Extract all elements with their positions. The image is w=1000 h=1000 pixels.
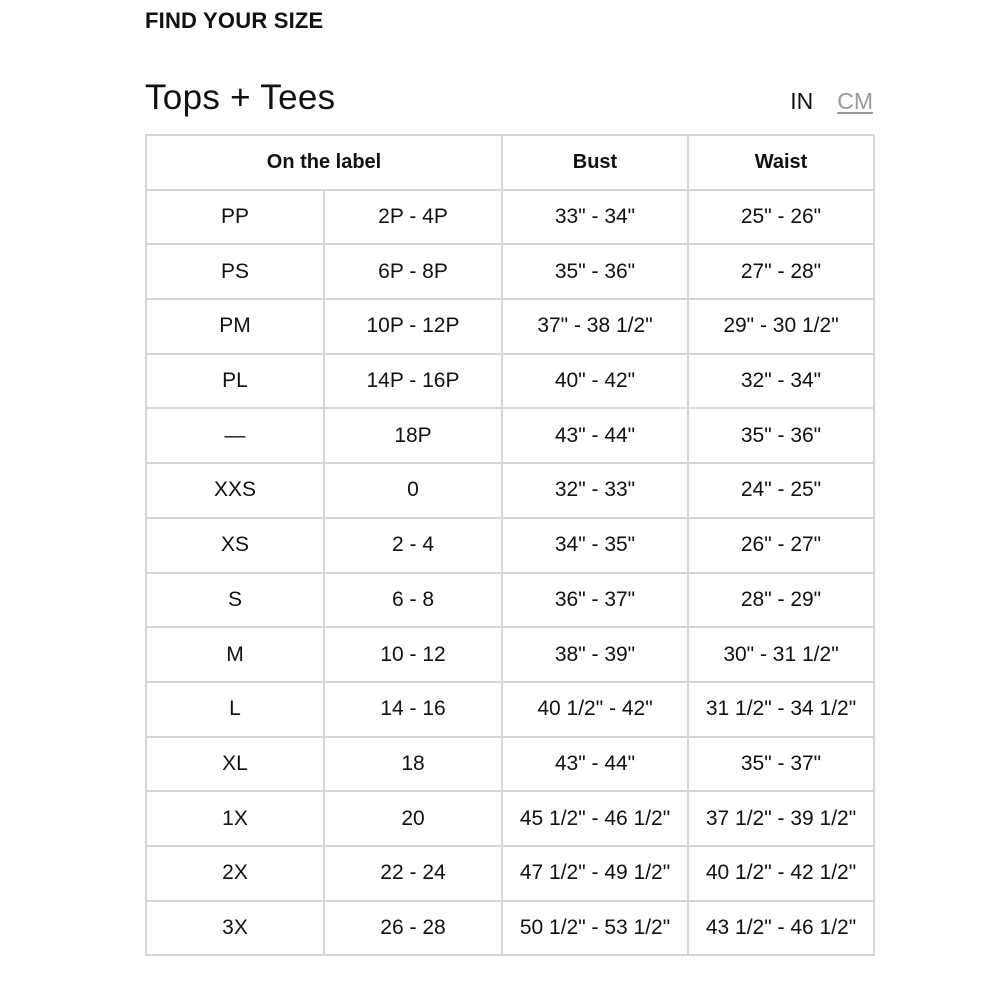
table-body bbox=[146, 190, 874, 956]
table-row bbox=[146, 463, 874, 518]
bust-cell: 37" - 38 1/2" bbox=[502, 299, 688, 354]
table-row bbox=[146, 299, 874, 354]
number-size-cell: 0 bbox=[324, 463, 502, 518]
unit-in-button[interactable]: IN bbox=[790, 88, 814, 114]
bust-cell: 35" - 36" bbox=[502, 244, 688, 299]
table-row bbox=[146, 627, 874, 682]
waist-cell: 32" - 34" bbox=[688, 354, 874, 409]
table-row bbox=[146, 408, 874, 463]
table-row bbox=[146, 737, 874, 792]
table-row bbox=[146, 354, 874, 409]
number-size-cell: 10P - 12P bbox=[324, 299, 502, 354]
section-title: Tops + Tees bbox=[145, 78, 336, 117]
waist-cell: 25" - 26" bbox=[688, 190, 874, 245]
number-size-cell: 2P - 4P bbox=[324, 190, 502, 245]
table-row bbox=[146, 682, 874, 737]
number-size-cell: 26 - 28 bbox=[324, 901, 502, 956]
header-bust: Bust bbox=[502, 135, 688, 190]
number-size-cell: 10 - 12 bbox=[324, 627, 502, 682]
size-cell: XS bbox=[146, 518, 324, 573]
waist-cell: 30" - 31 1/2" bbox=[688, 627, 874, 682]
bust-cell: 33" - 34" bbox=[502, 190, 688, 245]
size-cell: PL bbox=[146, 354, 324, 409]
size-cell: XXS bbox=[146, 463, 324, 518]
size-cell: PP bbox=[146, 190, 324, 245]
waist-cell: 37 1/2" - 39 1/2" bbox=[688, 791, 874, 846]
page-title: FIND YOUR SIZE bbox=[145, 8, 324, 33]
waist-cell: 29" - 30 1/2" bbox=[688, 299, 874, 354]
table-row bbox=[146, 190, 874, 245]
number-size-cell: 6 - 8 bbox=[324, 573, 502, 628]
table-row bbox=[146, 573, 874, 628]
waist-cell: 35" - 36" bbox=[688, 408, 874, 463]
waist-cell: 28" - 29" bbox=[688, 573, 874, 628]
size-table bbox=[145, 134, 875, 956]
bust-cell: 50 1/2" - 53 1/2" bbox=[502, 901, 688, 956]
waist-cell: 27" - 28" bbox=[688, 244, 874, 299]
unit-toggle bbox=[790, 86, 873, 116]
size-cell: S bbox=[146, 573, 324, 628]
bust-cell: 43" - 44" bbox=[502, 408, 688, 463]
bust-cell: 40 1/2" - 42" bbox=[502, 682, 688, 737]
size-cell: 2X bbox=[146, 846, 324, 901]
size-cell: PM bbox=[146, 299, 324, 354]
number-size-cell: 14 - 16 bbox=[324, 682, 502, 737]
waist-cell: 43 1/2" - 46 1/2" bbox=[688, 901, 874, 956]
waist-cell: 35" - 37" bbox=[688, 737, 874, 792]
size-cell: L bbox=[146, 682, 324, 737]
number-size-cell: 18P bbox=[324, 408, 502, 463]
waist-cell: 40 1/2" - 42 1/2" bbox=[688, 846, 874, 901]
waist-cell: 31 1/2" - 34 1/2" bbox=[688, 682, 874, 737]
bust-cell: 38" - 39" bbox=[502, 627, 688, 682]
bust-cell: 34" - 35" bbox=[502, 518, 688, 573]
size-cell: XL bbox=[146, 737, 324, 792]
size-cell: 1X bbox=[146, 791, 324, 846]
waist-cell: 24" - 25" bbox=[688, 463, 874, 518]
bust-cell: 32" - 33" bbox=[502, 463, 688, 518]
size-cell: 3X bbox=[146, 901, 324, 956]
table-row bbox=[146, 901, 874, 956]
bust-cell: 45 1/2" - 46 1/2" bbox=[502, 791, 688, 846]
table-row bbox=[146, 518, 874, 573]
size-cell: — bbox=[146, 408, 324, 463]
number-size-cell: 6P - 8P bbox=[324, 244, 502, 299]
bust-cell: 47 1/2" - 49 1/2" bbox=[502, 846, 688, 901]
unit-cm-button[interactable]: CM bbox=[837, 88, 873, 114]
number-size-cell: 18 bbox=[324, 737, 502, 792]
bust-cell: 40" - 42" bbox=[502, 354, 688, 409]
bust-cell: 43" - 44" bbox=[502, 737, 688, 792]
table-row bbox=[146, 791, 874, 846]
number-size-cell: 2 - 4 bbox=[324, 518, 502, 573]
table-row bbox=[146, 244, 874, 299]
number-size-cell: 22 - 24 bbox=[324, 846, 502, 901]
size-cell: PS bbox=[146, 244, 324, 299]
table-header-row bbox=[146, 135, 874, 190]
header-on-the-label: On the label bbox=[146, 135, 502, 190]
header-waist: Waist bbox=[688, 135, 874, 190]
size-cell: M bbox=[146, 627, 324, 682]
number-size-cell: 14P - 16P bbox=[324, 354, 502, 409]
bust-cell: 36" - 37" bbox=[502, 573, 688, 628]
waist-cell: 26" - 27" bbox=[688, 518, 874, 573]
number-size-cell: 20 bbox=[324, 791, 502, 846]
table-row bbox=[146, 846, 874, 901]
